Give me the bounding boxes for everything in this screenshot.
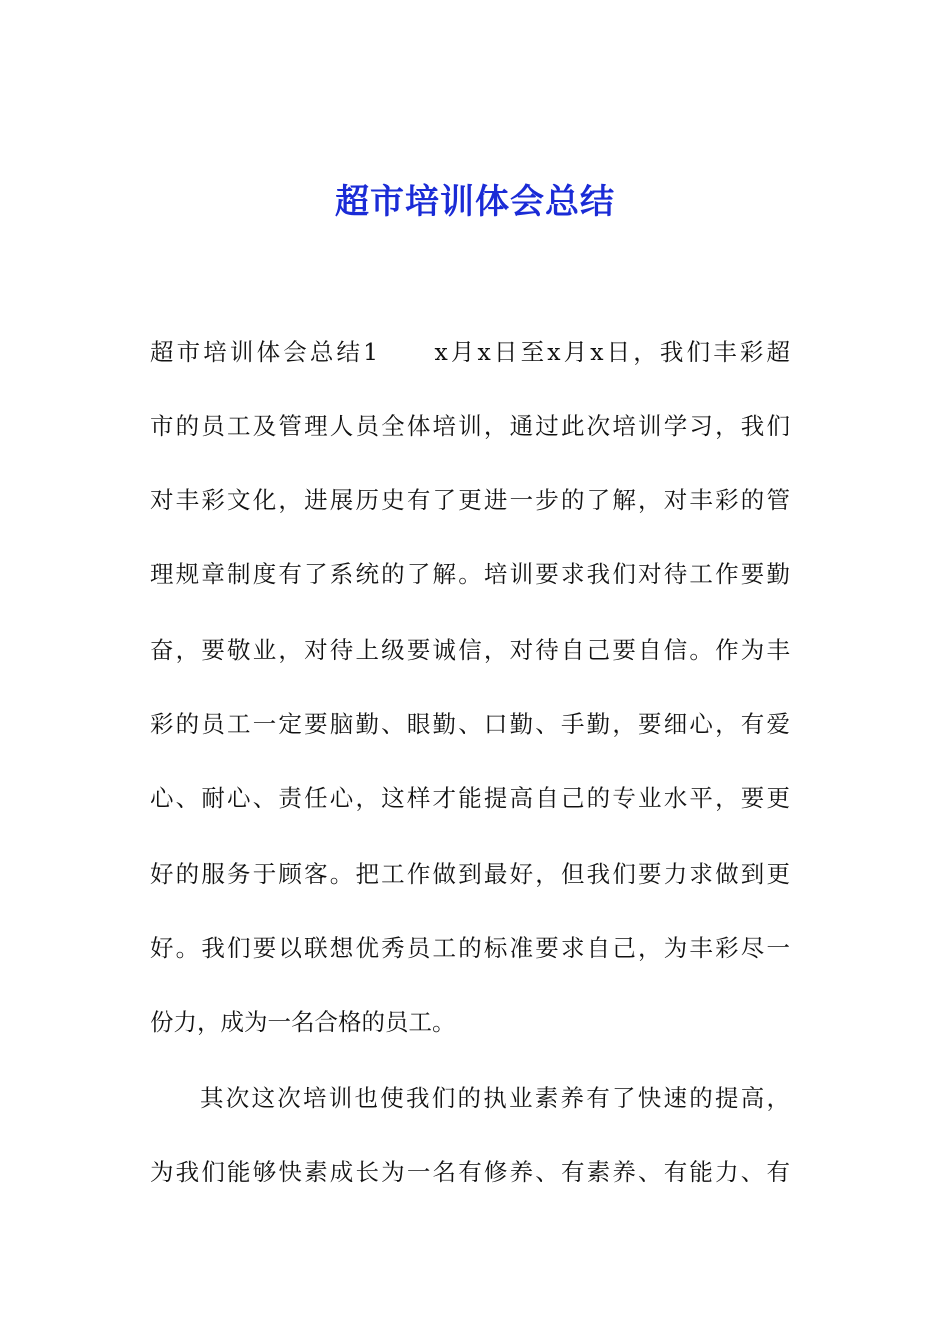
paragraph-line: 市的员工及管理人员全体培训，通过此次培训学习，我们 (150, 412, 790, 440)
paragraph-line: 好的服务于顾客。把工作做到最好，但我们要力求做到更 (150, 860, 790, 888)
paragraph-line: 为我们能够快素成长为一名有修养、有素养、有能力、有 (150, 1158, 790, 1186)
paragraph-line: 超市培训体会总结1 x月x日至x月x日，我们丰彩超 (150, 338, 790, 366)
paragraph-line: 奋，要敬业，对待上级要诚信，对待自己要自信。作为丰 (150, 636, 790, 664)
document-title: 超市培训体会总结 (335, 182, 615, 222)
paragraph-line: 理规章制度有了系统的了解。培训要求我们对待工作要勤 (150, 560, 790, 588)
paragraph-line: 对丰彩文化，进展历史有了更进一步的了解，对丰彩的管 (150, 486, 790, 514)
paragraph-line: 份力，成为一名合格的员工。 (150, 1008, 456, 1036)
paragraph-line: 彩的员工一定要脑勤、眼勤、口勤、手勤，要细心，有爱 (150, 710, 790, 738)
paragraph-line: 心、耐心、责任心，这样才能提高自己的专业水平，要更 (150, 784, 790, 812)
paragraph-line: 其次这次培训也使我们的执业素养有了快速的提高， (200, 1084, 790, 1112)
paragraph-line: 好。我们要以联想优秀员工的标准要求自己，为丰彩尽一 (150, 934, 790, 962)
